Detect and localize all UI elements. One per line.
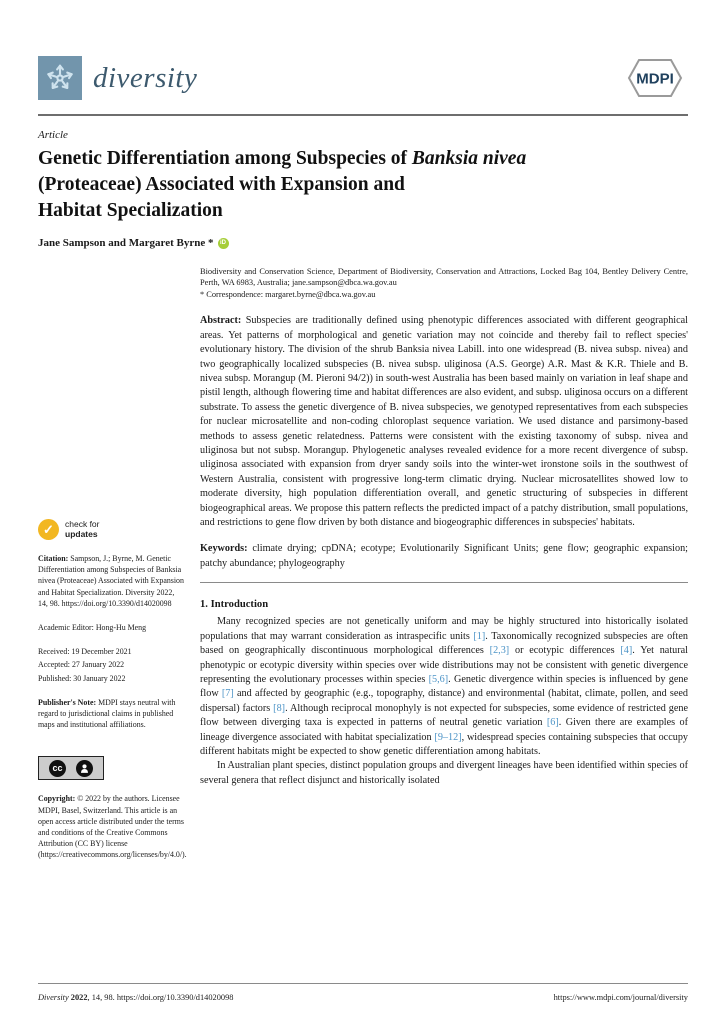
intro-paragraph-2: In Australian plant species, distinct population groups and divergent lineages have been identified within species of several genera that reflect disjunct and historically isolated — [200, 760, 688, 786]
check-for-updates-badge[interactable] — [38, 519, 186, 540]
abstract-section — [200, 314, 688, 530]
title-line-2: (Proteaceae) Associated with Expansion and — [38, 174, 405, 195]
journal-logo — [38, 56, 197, 100]
page-title — [38, 146, 688, 224]
introduction-heading: 1. Introduction — [200, 599, 269, 611]
abstract-label: Abstract: — [200, 315, 242, 327]
published-date: Published: 30 January 2022 — [38, 673, 126, 683]
snowflake-tree-icon — [42, 60, 78, 96]
copyright-text: © 2022 by the authors. Licensee MDPI, Basel, Switzerland. This article is an open access article distributed under the terms and conditions of the Creative Commons Attribution (CC BY) license (https://creativecommons.org/licenses/by/4.0/). — [38, 794, 187, 860]
mdpi-wordmark: MDPI — [636, 70, 674, 88]
dates-block — [38, 646, 186, 684]
diversity-logo-icon — [38, 56, 82, 100]
affiliation-block: Biodiversity and Conservation Science, Department of Biodiversity, Conservation and Attractions, Locked Bag 104, Bentley Delivery Centre, Perth, WA 6983, Australia; jane.sampson@dbca.wa.gov.au — [200, 267, 688, 287]
received-date: Received: 19 December 2021 — [38, 647, 132, 657]
publishers-note-text: MDPI stays neutral with regard to jurisdictional claims in published maps and institutional affiliations. — [38, 697, 176, 730]
correspondence-line: * Correspondence: margaret.byrne@dbca.wa.gov.au — [200, 289, 376, 299]
journal-name: diversity — [93, 61, 198, 94]
keywords-section — [200, 542, 688, 571]
title-line-3: Habitat Specialization — [38, 200, 223, 221]
title-line-1: Genetic Differentiation among Subspecies of Banksia nivea — [38, 148, 527, 169]
publishers-note-label: Publisher's Note: — [38, 697, 97, 707]
journal-header — [38, 55, 688, 116]
intro-paragraph-1: Many recognized species are not genetically uniform and may be highly structured into historically isolated populations that may warrant consideration as intraspecific units [1]. Taxonomically recognized subspecies are often based on geographically discontinuous morphological differences [2,3] or ecotypic differences [4]. Yet natural phenotypic or ecotypic diversity within species over wide distributions may not be consistent with genetic divergence representing the evolutionary processes within species [5,6]. Genetic divergence within species is influenced by gene flow [7] and affected by geographic (e.g., topography, distance) and environmental (habitat, climate, pollen, and seed dispersal) factors [8]. Although reciprocal monophyly is not expected for subspecies, some evidence of restricted gene flow between diverging taxa is expected in patterns of neutral genetic variation [6]. Given there are examples of lineage divergence associated with habitat specialization [9–12], widespread species containing subspecies that occupy different habitats might be expected to show genetic differentiation among habitats. — [200, 616, 689, 757]
species-name-italic: Banksia nivea — [411, 148, 527, 169]
check-for-updates-label: check for updates — [65, 519, 100, 539]
orcid-icon[interactable]: iD — [218, 238, 229, 249]
article-type-label: Article — [38, 129, 68, 141]
mdpi-logo — [622, 55, 688, 101]
authors-line — [38, 237, 688, 249]
cc-by-license-badge[interactable] — [38, 756, 104, 780]
article-content — [200, 261, 688, 861]
check-icon: ✓ — [38, 519, 59, 540]
author-names: Jane Sampson and Margaret Byrne * — [38, 237, 214, 249]
keywords-label: Keywords: — [200, 543, 248, 555]
person-icon — [76, 760, 93, 777]
page-footer — [38, 983, 688, 1002]
section-divider — [200, 582, 688, 583]
sidebar-metadata — [38, 261, 186, 861]
abstract-text: Subspecies are traditionally defined using phenotypic differences associated with different geographical areas. Yet patterns of morphological and genetic variation may not coincide and thereby fail to reflect species' evolutionary history. The division of the shrub Banksia nivea Labill. into one widespread (B. nivea subsp. nivea) and two geographically localized subspecies (B. nivea subsp. uliginosa (A.S. George) A.R. Mast & K.R. Thiele and B. nivea subsp. Morangup (M. Pieroni 94/2)) in south-west Australia has been based mainly on variation in leaf shape and pistil length, although flowering time and habitat differences are also evident, and subsp. uliginosa occurs on a different substrate. To assess the genetic divergence of B. nivea subspecies, we genotyped representatives from each subspecies for nuclear microsatellite and non-coding chloroplast sequence variation. We used distance and parsimony-based methods to assess genetic relatedness. Patterns were consistent with the existing taxonomy of subsp. nivea and uliginosa but not subsp. Morangup. Phylogenetic analyses revealed evidence for a more recent divergence of subsp. uliginosa associated with expansion from dryer sandy soils into the winter-wet ironstone soils in the southwest of Western Australia, consistent with progressive long-term climatic drying. Nuclear microsatellites showed low to moderate diversity, high population differentiation overall, and genetic structuring of subspecies in different biogeographical areas. We propose this pattern reflects the predicted impact of a patchy distribution, small populations, and restrictions to gene flow driven by both distance and biogeographic differences in subspecies' habitats. — [200, 315, 688, 529]
publishers-note — [38, 697, 186, 731]
keywords-text: climate drying; cpDNA; ecotype; Evolutionarily Significant Units; gene flow; geographic expansion; patchy abundance; phylogeography — [200, 543, 688, 569]
cc-icon: cc — [49, 760, 66, 777]
footer-citation[interactable]: Diversity 2022, 14, 98. https://doi.org/10.3390/d14020098 — [38, 993, 234, 1002]
citation-block — [38, 553, 186, 609]
citation-label: Citation: — [38, 554, 69, 563]
footer-journal-name: Diversity — [38, 993, 69, 1002]
main-columns — [38, 261, 688, 861]
copyright-block — [38, 793, 186, 860]
copyright-label: Copyright: — [38, 794, 76, 804]
academic-editor: Academic Editor: Hong-Hu Meng — [38, 623, 147, 633]
footer-journal-url[interactable]: https://www.mdpi.com/journal/diversity — [553, 993, 688, 1002]
accepted-date: Accepted: 27 January 2022 — [38, 660, 125, 670]
citation-text: Sampson, J.; Byrne, M. Genetic Differentiation among Subspecies of Banksia nivea (Proteaceae) Associated with Expansion and Habitat Specialization. Diversity 2022, 14, 98. https://doi.org/10.3390/d14020098 — [38, 554, 184, 608]
